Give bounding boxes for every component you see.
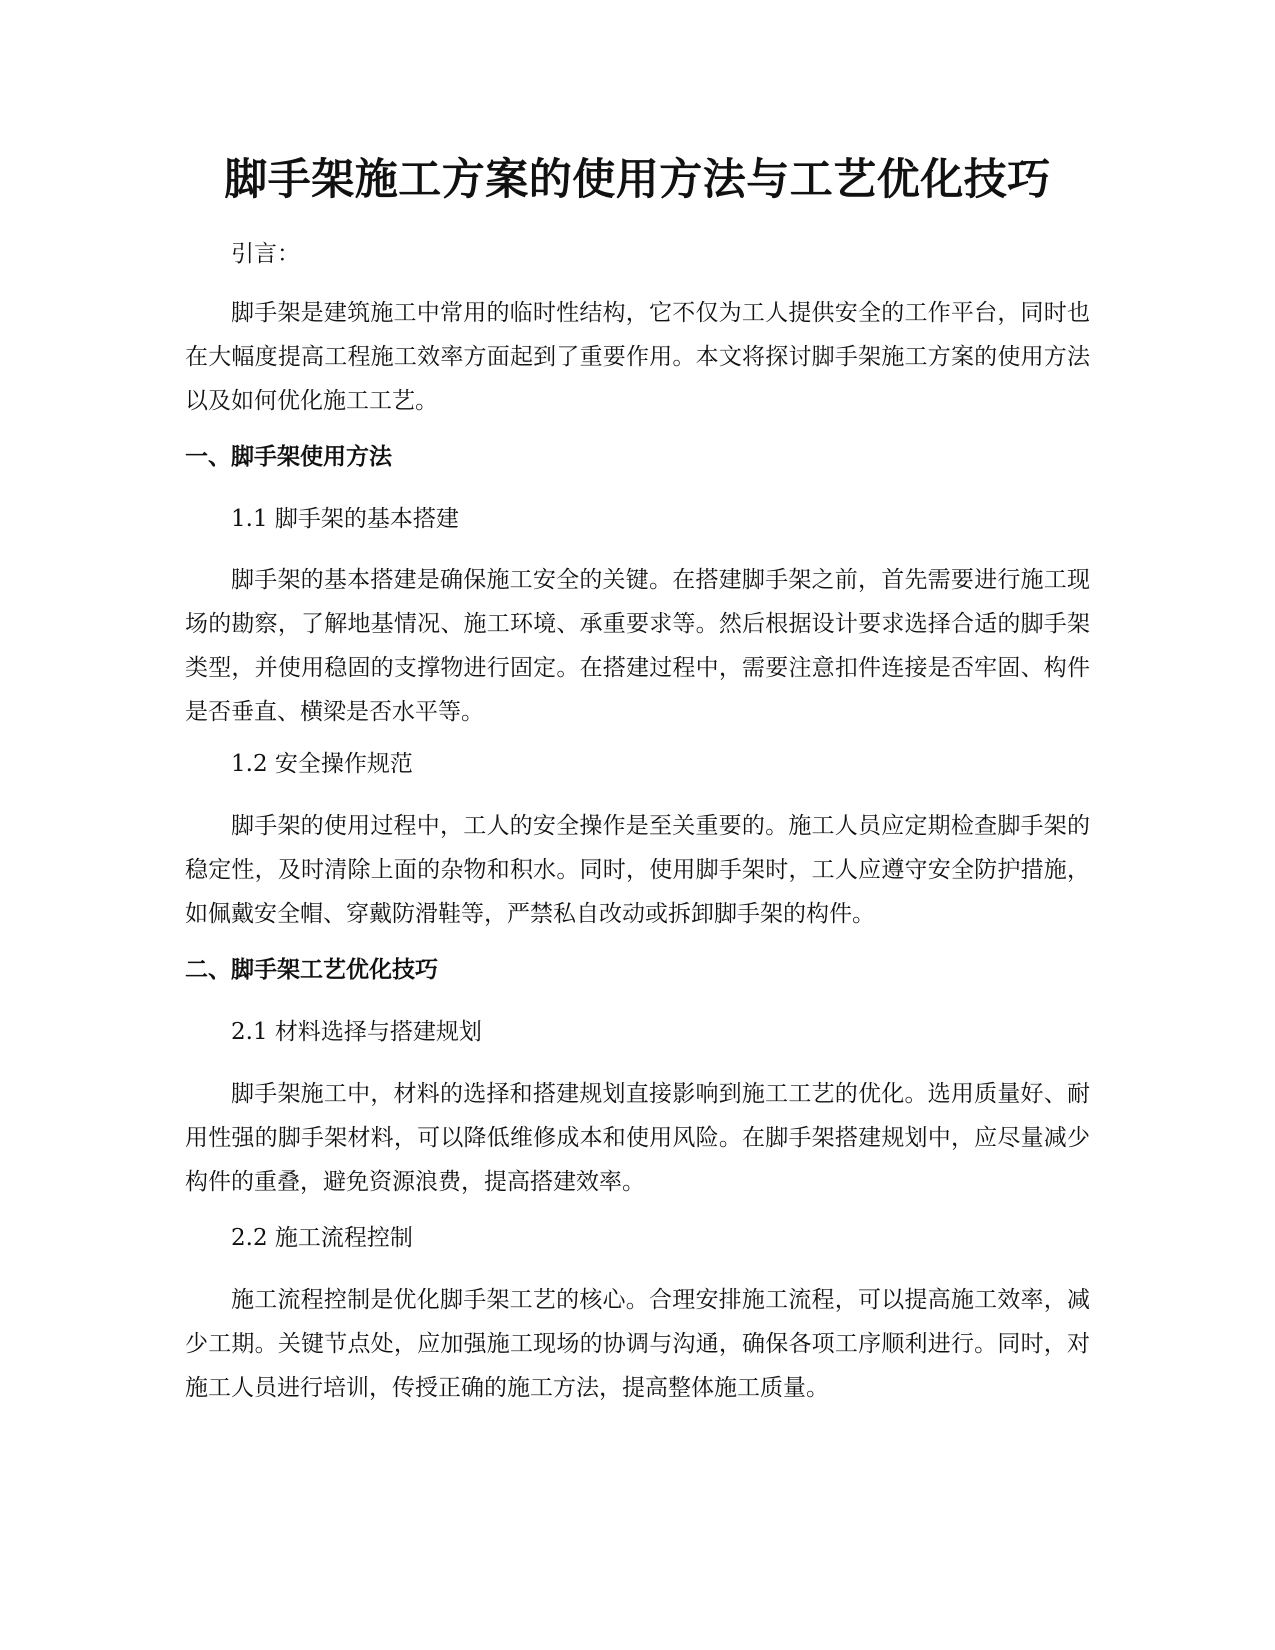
document-title: 脚手架施工方案的使用方法与工艺优化技巧 [224,155,1051,205]
subsection-1-2-heading: 1.2 安全操作规范 [231,751,413,777]
subsection-1-1-paragraph: 脚手架的基本搭建是确保施工安全的关键。在搭建脚手架之前，首先需要进行施工现场的勘察，了解地基情况、施工环境、承重要求等。然后根据设计要求选择合适的脚手架类型，并使用稳固的支撑物进行固定。在搭建过程中，需要注意扣件连接是否牢固、构件是否垂直、横梁是否水平等。 [185,567,1090,725]
subsection-2-2-heading: 2.2 施工流程控制 [231,1225,413,1251]
section-2-heading: 二、脚手架工艺优化技巧 [185,957,438,983]
subsection-2-1-heading: 2.1 材料选择与搭建规划 [231,1019,482,1045]
intro-paragraph: 脚手架是建筑施工中常用的临时性结构，它不仅为工人提供安全的工作平台，同时也在大幅度提高工程施工效率方面起到了重要作用。本文将探讨脚手架施工方案的使用方法以及如何优化施工工艺。 [185,300,1090,414]
subsection-2-1-paragraph: 脚手架施工中，材料的选择和搭建规划直接影响到施工工艺的优化。选用质量好、耐用性强的脚手架材料，可以降低维修成本和使用风险。在脚手架搭建规划中，应尽量减少构件的重叠，避免资源浪费，提高搭建效率。 [185,1081,1090,1195]
subsection-1-1-heading: 1.1 脚手架的基本搭建 [231,506,459,532]
section-1-heading: 一、脚手架使用方法 [185,444,392,470]
subsection-1-2-paragraph: 脚手架的使用过程中，工人的安全操作是至关重要的。施工人员应定期检查脚手架的稳定性，及时清除上面的杂物和积水。同时，使用脚手架时，工人应遵守安全防护措施，如佩戴安全帽、穿戴防滑鞋等，严禁私自改动或拆卸脚手架的构件。 [185,813,1090,927]
subsection-2-2-paragraph: 施工流程控制是优化脚手架工艺的核心。合理安排施工流程，可以提高施工效率，减少工期。关键节点处，应加强施工现场的协调与沟通，确保各项工序顺利进行。同时，对施工人员进行培训，传授正确的施工方法，提高整体施工质量。 [185,1287,1090,1401]
intro-label: 引言： [231,241,300,267]
